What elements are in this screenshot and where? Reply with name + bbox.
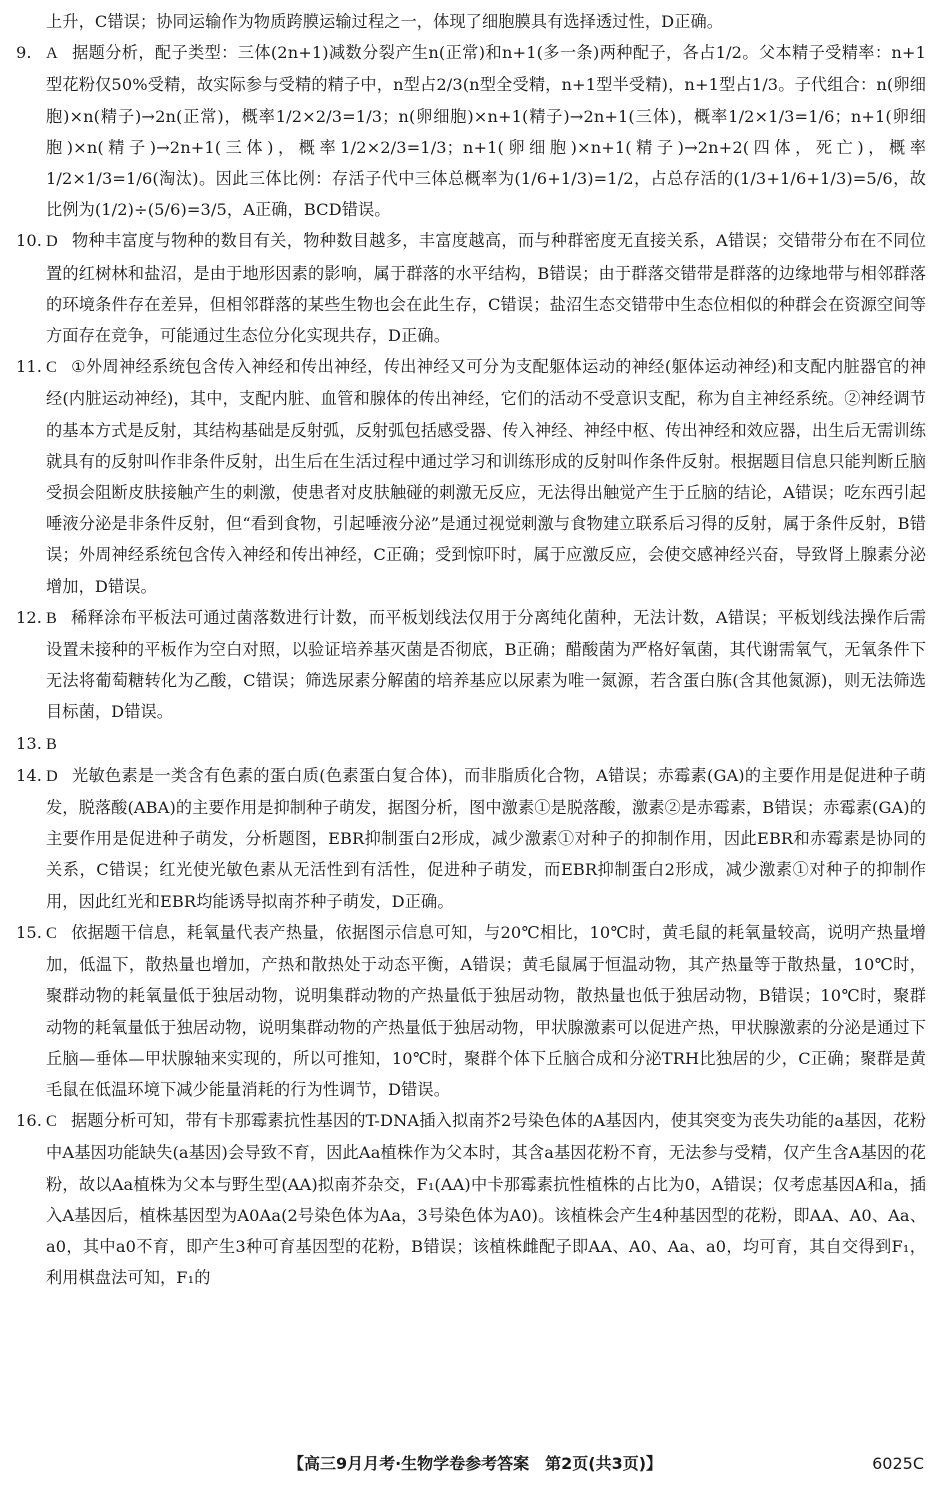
explanation-text: ①外周神经系统包含传入神经和传出神经，传出神经又可分为支配躯体运动的神经(躯体运动神经)和支配内脏器官的神经(内脏运动神经)，其中，支配内脏、血管和腺体的传出神经，它们的活动不受意识支配，称为自主神经系统。②神经调节的基本方式是反射，其结构基础是反射弧，反射弧包括感受器、传入神经、神经中枢、传出神经和效应器，出生后无需训练就具有的反射叫作非条件反射，出生后在生活过程中通过学习和训练形成的反射叫作条件反射。根据题目信息只能判断丘脑受损会阻断皮肤接触产生的刺激，使患者对皮肤触碰的刺激无反应，无法得出触觉产生于丘脑的结论，A错误；吃东西引起唾液分泌是非条件反射，但“看到食物，引起唾液分泌”是通过视觉刺激与食物建立联系后习得的反射，属于条件反射，B错误；外周神经系统包含传入神经和传出神经，C正确；受到惊吓时，属于应激反应，会使交感神经兴奋，导致肾上腺素分泌增加，D错误。 [46, 357, 926, 596]
answer-letter: B [46, 608, 57, 627]
answer-letter: B [46, 734, 57, 753]
answer-item [16, 1105, 926, 1293]
answer-letter: D [46, 766, 58, 785]
answer-letter: C [46, 358, 57, 377]
answer-letter: D [46, 232, 58, 251]
answer-item [16, 225, 926, 351]
answer-item [16, 37, 926, 225]
answer-letter: C [46, 923, 57, 942]
question-number: 9. [16, 43, 32, 63]
page-footer [0, 1449, 950, 1479]
answer-item [16, 728, 926, 760]
explanation-text: 据题分析，配子类型：三体(2n+1)减数分裂产生n(正常)和n+1(多一条)两种配子，各占1/2。父本精子受精率：n+1型花粉仅50%受精，故实际参与受精的精子中，n型占2/3(n型全受精，n+1型半受精)，n+1型占1/3。子代组合：n(卵细胞)×n(精子)→2n(正常)，概率1/2×2/3=1/3；n(卵细胞)×n+1(精子)→2n+1(三体)，概率1/2×1/3=1/6；n+1(卵细胞)×n(精子)→2n+1(三体)，概率1/2×2/3=1/3；n+1(卵细胞)×n+1(精子)→2n+2(四体，死亡)，概率1/2×1/3=1/6(淘汰)。因此三体比例：存活子代中三体总概率为(1/6+1/3)=1/2，占总存活的(1/3+1/6+1/3)=5/6，故比例为(1/2)÷(5/6)=3/5，A正确，BCD错误。 [46, 43, 926, 220]
answer-content [16, 6, 926, 1293]
footer-code: 6025C [872, 1454, 924, 1473]
answer-item [16, 760, 926, 917]
question-number: 11. [16, 357, 43, 377]
continued-paragraph: 上升，C错误；协同运输作为物质跨膜运输过程之一，体现了细胞膜具有选择透过性，D正确。 [46, 12, 724, 31]
footer-title: 【高三9月月考·生物学卷参考答案 第2页(共3页)】 [287, 1454, 663, 1473]
question-number: 15. [16, 922, 43, 942]
answer-item [16, 351, 926, 602]
answer-list [16, 37, 926, 1293]
explanation-text: 依据题干信息，耗氧量代表产热量，依据图示信息可知，与20℃相比，10℃时，黄毛鼠的耗氧量较高，说明产热量增加，低温下，散热量也增加，产热和散热处于动态平衡，A错误；黄毛鼠属于恒温动物，其产热量等于散热量，10℃时，聚群动物的耗氧量低于独居动物，说明集群动物的产热量低于独居动物，散热量也低于独居动物，B错误；10℃时，聚群动物的耗氧量低于独居动物，说明集群动物的产热量低于独居动物，甲状腺激素可以促进产热，甲状腺激素的分泌是通过下丘脑—垂体—甲状腺轴来实现的，所以可推知，10℃时，聚群个体下丘脑合成和分泌TRH比独居的少，C正确；聚群是黄毛鼠在低温环境下减少能量消耗的行为性调节，D错误。 [46, 922, 926, 1099]
answer-letter: A [46, 44, 58, 63]
explanation-text: 稀释涂布平板法可通过菌落数进行计数，而平板划线法仅用于分离纯化菌种，无法计数，A错误；平板划线法操作后需设置未接种的平板作为空白对照，以验证培养基灭菌是否彻底，B正确；醋酸菌为严格好氧菌，其代谢需氧气，无氧条件下无法将葡萄糖转化为乙酸，C错误；筛选尿素分解菌的培养基应以尿素为唯一氮源，若含蛋白胨(含其他氮源)，则无法筛选目标菌，D错误。 [46, 607, 926, 722]
answer-item [16, 917, 926, 1105]
question-number: 16. [16, 1111, 43, 1131]
answer-letter: C [46, 1112, 57, 1131]
question-number: 14. [16, 765, 43, 785]
question-number: 13. [16, 733, 43, 753]
answer-item [16, 602, 926, 728]
explanation-text: 据题分析可知，带有卡那霉素抗性基因的T-DNA插入拟南芥2号染色体的A基因内，使其突变为丧失功能的a基因，花粉中A基因功能缺失(a基因)会导致不育，因此Aa植株作为父本时，其含a基因花粉不育，无法参与受精，仅产生含A基因的花粉，故以Aa植株为父本与野生型(AA)拟南芥杂交，F₁(AA)中卡那霉素抗性植株的占比为0，A错误；仅考虑基因A和a，插入A基因后，植株基因型为A0Aa(2号染色体为Aa，3号染色体为A0)。该植株会产生4种基因型的花粉，即AA、A0、Aa、a0，其中a0不育，即产生3种可育基因型的花粉，B错误；该植株雌配子即AA、A0、Aa、a0，均可育，其自交得到F₁，利用棋盘法可知，F₁的 [46, 1111, 926, 1288]
question-number: 12. [16, 607, 43, 627]
explanation-text: 光敏色素是一类含有色素的蛋白质(色素蛋白复合体)，而非脂质化合物，A错误；赤霉素(GA)的主要作用是促进种子萌发，脱落酸(ABA)的主要作用是抑制种子萌发，据图分析，图中激素①是脱落酸，激素②是赤霉素，B错误；赤霉素(GA)的主要作用是促进种子萌发，分析题图，EBR抑制蛋白2形成，减少激素①对种子的抑制作用，因此EBR和赤霉素是协同的关系，C错误；红光使光敏色素从无活性到有活性，促进种子萌发，而EBR抑制蛋白2形成，减少激素①对种子的抑制作用，因此红光和EBR均能诱导拟南芥种子萌发，D正确。 [46, 765, 926, 911]
explanation-text: 物种丰富度与物种的数目有关，物种数目越多，丰富度越高，而与种群密度无直接关系，A错误；交错带分布在不同位置的红树林和盐沼，是由于地形因素的影响，属于群落的水平结构，B错误；由于群落交错带是群落的边缘地带与相邻群落的环境条件存在差异，但相邻群落的某些生物也会在此生存，C错误；盐沼生态交错带中生态位相似的种群会在资源空间等方面存在竞争，可能通过生态位分化实现共存，D正确。 [46, 231, 926, 346]
question-number: 10. [16, 231, 43, 251]
